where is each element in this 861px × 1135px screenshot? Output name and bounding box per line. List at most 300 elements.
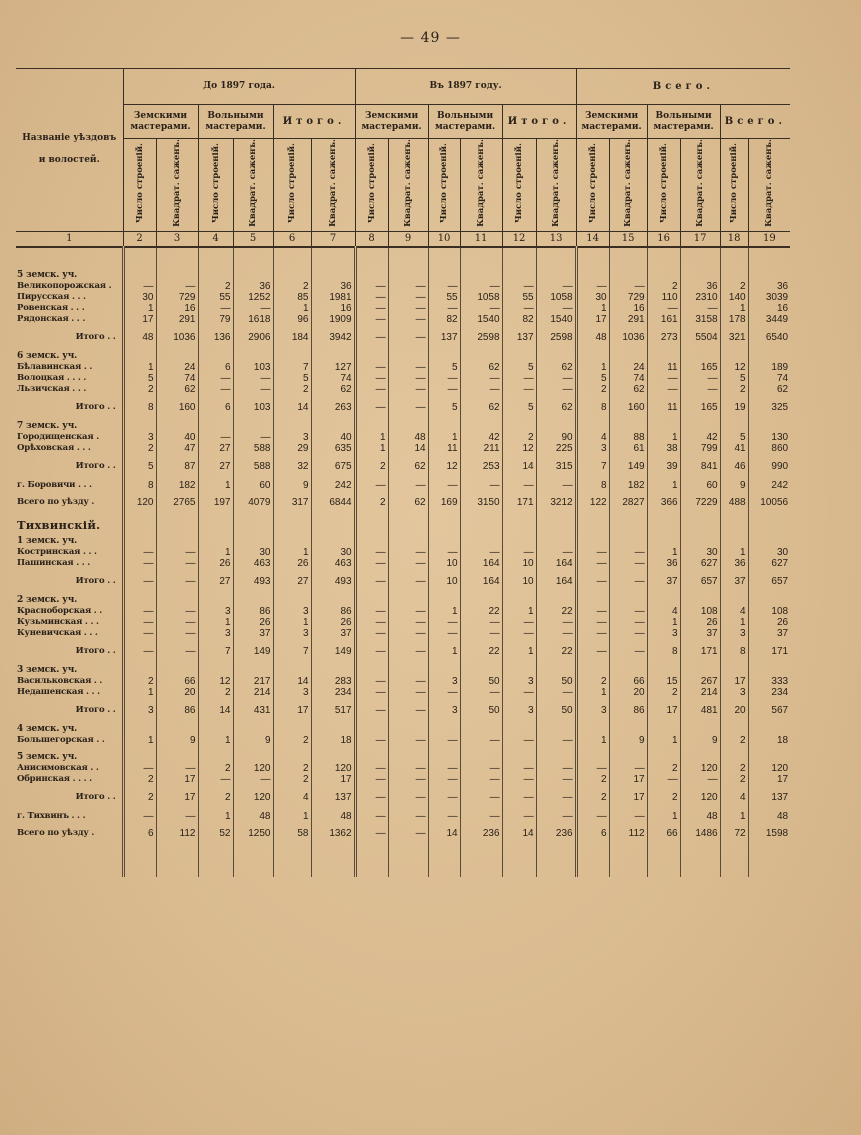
table-cell: 120: [680, 791, 720, 805]
table-row: [16, 373, 790, 384]
table-cell: 3: [123, 704, 156, 718]
table-cell: [156, 595, 198, 606]
table-row: [16, 314, 790, 325]
table-cell: —: [428, 384, 460, 395]
table-cell: 1: [576, 303, 609, 314]
table-cell: [156, 270, 198, 281]
table-cell: [460, 752, 502, 763]
row-label: Пашинская . . .: [17, 557, 91, 568]
table-cell: 90: [536, 432, 576, 443]
table-cell: 588: [233, 460, 273, 474]
table-cell: —: [233, 432, 273, 443]
table-cell: 108: [680, 606, 720, 617]
subtotal-row: [16, 575, 790, 589]
table-cell: 184: [273, 331, 311, 345]
table-cell: [311, 595, 355, 606]
table-row: [16, 828, 790, 839]
table-cell: —: [355, 384, 388, 395]
table-cell: 12: [720, 362, 748, 373]
table-cell: —: [156, 606, 198, 617]
table-cell: [233, 508, 273, 516]
table-cell: 860: [748, 443, 790, 454]
table-cell: —: [680, 384, 720, 395]
table-cell: —: [536, 735, 576, 746]
table-cell: 164: [536, 575, 576, 589]
table-cell: —: [233, 384, 273, 395]
count-subheader: Число строеній.: [198, 139, 233, 232]
table-cell: [123, 724, 156, 735]
table-cell: [355, 724, 388, 735]
table-cell: 3150: [460, 497, 502, 508]
table-cell: [536, 351, 576, 362]
table-cell: [609, 595, 647, 606]
table-cell: [680, 752, 720, 763]
table-cell: [536, 270, 576, 281]
row-label: 5 земск. уч.: [17, 269, 78, 280]
table-cell: 22: [460, 606, 502, 617]
table-cell: 291: [156, 314, 198, 325]
table-cell: 2: [720, 384, 748, 395]
table-cell: [156, 247, 198, 270]
count-subheader: Число строеній.: [647, 139, 680, 232]
table-cell: 675: [311, 460, 355, 474]
table-cell: 103: [233, 362, 273, 373]
row-label: Недашенская . . .: [17, 686, 100, 697]
table-cell: [273, 595, 311, 606]
row-label: Итого . .: [75, 705, 116, 716]
table-row: [16, 292, 790, 303]
table-cell: 169: [428, 497, 460, 508]
table-cell: 3: [576, 443, 609, 454]
table-cell: 236: [460, 828, 502, 839]
group-header: Итого.: [273, 105, 355, 139]
section-row: [16, 536, 790, 547]
table-cell: [576, 595, 609, 606]
table-cell: —: [198, 303, 233, 314]
table-cell: 1: [502, 606, 536, 617]
table-cell: 50: [536, 704, 576, 718]
table-cell: —: [388, 763, 428, 774]
table-row: [16, 547, 790, 558]
table-cell: 1036: [609, 331, 647, 345]
table-cell: 1058: [460, 292, 502, 303]
table-cell: 2906: [233, 331, 273, 345]
table-cell: [502, 421, 536, 432]
table-cell: 10: [502, 558, 536, 569]
table-cell: 60: [233, 480, 273, 491]
table-cell: 17: [720, 676, 748, 687]
table-cell: [609, 247, 647, 270]
table-cell: 3: [273, 606, 311, 617]
table-cell: 2: [647, 281, 680, 292]
table-cell: [233, 752, 273, 763]
table-cell: —: [156, 281, 198, 292]
table-cell: [123, 508, 156, 516]
table-cell: 1: [720, 547, 748, 558]
table-cell: 5: [720, 373, 748, 384]
table-cell: [388, 536, 428, 547]
table-cell: [156, 536, 198, 547]
table-cell: [460, 421, 502, 432]
table-cell: 217: [233, 676, 273, 687]
table-cell: 48: [388, 432, 428, 443]
table-cell: [609, 270, 647, 281]
table-cell: [198, 724, 233, 735]
table-cell: 9: [233, 735, 273, 746]
table-cell: —: [355, 774, 388, 785]
table-cell: —: [460, 384, 502, 395]
table-cell: [460, 839, 502, 877]
table-cell: 2: [355, 497, 388, 508]
table-cell: [428, 536, 460, 547]
table-cell: —: [388, 791, 428, 805]
table-cell: 2: [720, 763, 748, 774]
table-cell: —: [536, 617, 576, 628]
section-row: [16, 516, 790, 536]
group-header: Вольными мастерами.: [428, 105, 502, 139]
table-cell: 79: [198, 314, 233, 325]
subtotal-row: [16, 460, 790, 474]
table-cell: 140: [720, 292, 748, 303]
table-cell: —: [428, 628, 460, 639]
table-cell: 1: [198, 617, 233, 628]
table-cell: 2: [720, 281, 748, 292]
table-cell: [428, 752, 460, 763]
row-label: Итого . .: [75, 332, 116, 343]
table-cell: —: [502, 774, 536, 785]
table-cell: 171: [502, 497, 536, 508]
table-cell: [536, 421, 576, 432]
table-row: [16, 303, 790, 314]
table-cell: —: [123, 628, 156, 639]
table-cell: 3212: [536, 497, 576, 508]
row-label: 5 земск. уч.: [17, 751, 78, 762]
table-cell: [198, 516, 233, 536]
table-cell: 2: [198, 687, 233, 698]
table-cell: [576, 516, 609, 536]
table-cell: 8: [647, 645, 680, 659]
table-cell: 1362: [311, 828, 355, 839]
area-subheader: Квадрат. саженъ.: [156, 139, 198, 232]
table-row: [16, 628, 790, 639]
table-cell: [428, 516, 460, 536]
table-cell: 20: [609, 687, 647, 698]
table-cell: 86: [233, 606, 273, 617]
section-row: [16, 724, 790, 735]
table-cell: —: [502, 763, 536, 774]
table-row: [16, 811, 790, 822]
group-header: Земскими мастерами.: [355, 105, 428, 139]
table-cell: [198, 421, 233, 432]
table-cell: —: [355, 362, 388, 373]
table-cell: —: [460, 687, 502, 698]
table-cell: 321: [720, 331, 748, 345]
table-cell: —: [460, 303, 502, 314]
table-cell: [123, 351, 156, 362]
table-cell: —: [609, 645, 647, 659]
table-cell: [311, 665, 355, 676]
table-cell: —: [355, 281, 388, 292]
row-label: Ровенская . . .: [17, 302, 85, 313]
table-cell: —: [502, 735, 536, 746]
table-cell: [748, 508, 790, 516]
table-cell: —: [355, 547, 388, 558]
table-cell: —: [536, 480, 576, 491]
row-label: Большегорская . .: [17, 734, 105, 745]
table-cell: 27: [273, 575, 311, 589]
table-cell: [156, 421, 198, 432]
table-cell: —: [388, 558, 428, 569]
table-cell: —: [156, 645, 198, 659]
table-cell: —: [388, 331, 428, 345]
table-cell: 120: [748, 763, 790, 774]
table-cell: —: [388, 628, 428, 639]
column-number: 3: [156, 231, 198, 247]
table-cell: [647, 839, 680, 877]
row-label: Кузьминская . . .: [17, 616, 99, 627]
table-cell: 9: [609, 735, 647, 746]
table-cell: 2: [647, 687, 680, 698]
table-cell: 36: [311, 281, 355, 292]
column-number: 13: [536, 231, 576, 247]
table-cell: [502, 508, 536, 516]
table-cell: 1540: [536, 314, 576, 325]
table-cell: [311, 536, 355, 547]
table-row: [16, 774, 790, 785]
table-cell: 46: [720, 460, 748, 474]
table-cell: [502, 247, 536, 270]
table-cell: —: [123, 645, 156, 659]
table-cell: —: [502, 547, 536, 558]
table-cell: 3: [720, 687, 748, 698]
table-cell: 62: [609, 384, 647, 395]
table-cell: 62: [460, 401, 502, 415]
table-cell: —: [156, 575, 198, 589]
table-cell: [428, 351, 460, 362]
table-cell: —: [123, 547, 156, 558]
table-cell: [355, 665, 388, 676]
table-cell: 26: [273, 558, 311, 569]
table-cell: 14: [388, 443, 428, 454]
table-cell: 50: [460, 676, 502, 687]
table-cell: —: [156, 763, 198, 774]
table-cell: [156, 752, 198, 763]
table-cell: 1: [123, 303, 156, 314]
table-cell: [388, 247, 428, 270]
table-cell: 11: [647, 362, 680, 373]
table-cell: 86: [156, 704, 198, 718]
table-cell: —: [355, 303, 388, 314]
table-cell: 32: [273, 460, 311, 474]
table-cell: 1: [123, 362, 156, 373]
table-row: [16, 687, 790, 698]
table-cell: —: [355, 558, 388, 569]
table-cell: 214: [233, 687, 273, 698]
table-cell: 22: [536, 645, 576, 659]
table-row: [16, 606, 790, 617]
table-cell: 253: [460, 460, 502, 474]
table-cell: 2: [123, 774, 156, 785]
table-cell: [355, 270, 388, 281]
table-cell: —: [428, 687, 460, 698]
table-cell: 36: [647, 558, 680, 569]
table-cell: 14: [273, 676, 311, 687]
row-label: Итого . .: [75, 461, 116, 472]
group-header: Вольными мастерами.: [198, 105, 273, 139]
table-cell: [460, 247, 502, 270]
table-cell: [647, 516, 680, 536]
table-cell: [680, 351, 720, 362]
row-label: Анисимовская . .: [17, 762, 99, 773]
table-cell: 291: [609, 314, 647, 325]
table-cell: —: [536, 373, 576, 384]
table-cell: 2: [198, 763, 233, 774]
table-cell: 2: [123, 791, 156, 805]
table-cell: 42: [460, 432, 502, 443]
table-cell: [460, 270, 502, 281]
table-cell: 7: [198, 645, 233, 659]
column-number: 8: [355, 231, 388, 247]
table-cell: [388, 595, 428, 606]
table-cell: 1: [576, 687, 609, 698]
table-cell: [609, 839, 647, 877]
table-cell: —: [647, 303, 680, 314]
table-cell: 40: [311, 432, 355, 443]
table-cell: 96: [273, 314, 311, 325]
table-cell: 6540: [748, 331, 790, 345]
table-cell: —: [460, 373, 502, 384]
table-cell: 3: [198, 606, 233, 617]
table-cell: 627: [680, 558, 720, 569]
table-cell: —: [388, 292, 428, 303]
table-cell: 74: [156, 373, 198, 384]
table-cell: [502, 665, 536, 676]
table-cell: [460, 508, 502, 516]
table-cell: [233, 595, 273, 606]
column-number: 2: [123, 231, 156, 247]
table-cell: 2: [198, 791, 233, 805]
table-cell: 729: [156, 292, 198, 303]
table-cell: [647, 724, 680, 735]
table-cell: 1: [576, 362, 609, 373]
table-cell: —: [647, 384, 680, 395]
subtotal-row: [16, 401, 790, 415]
table-cell: [198, 839, 233, 877]
table-cell: 9: [156, 735, 198, 746]
table-cell: —: [123, 558, 156, 569]
table-row: [16, 480, 790, 491]
table-cell: 30: [680, 547, 720, 558]
table-cell: [460, 724, 502, 735]
table-cell: [123, 839, 156, 877]
table-cell: —: [388, 401, 428, 415]
table-cell: —: [680, 774, 720, 785]
table-cell: 38: [647, 443, 680, 454]
table-cell: 16: [609, 303, 647, 314]
table-cell: [536, 752, 576, 763]
table-cell: 72: [720, 828, 748, 839]
table-cell: [609, 665, 647, 676]
table-cell: 4: [720, 606, 748, 617]
table-cell: 3: [273, 432, 311, 443]
table-cell: 55: [198, 292, 233, 303]
table-cell: 8: [123, 401, 156, 415]
table-cell: 2310: [680, 292, 720, 303]
table-cell: [123, 421, 156, 432]
table-cell: 2: [576, 384, 609, 395]
table-cell: —: [355, 628, 388, 639]
table-cell: [156, 724, 198, 735]
district-header: Названіе уѣздовъ и волостей.: [16, 69, 123, 232]
table-cell: [388, 508, 428, 516]
table-cell: [233, 270, 273, 281]
table-cell: 17: [156, 791, 198, 805]
table-cell: [233, 536, 273, 547]
table-cell: 5: [576, 373, 609, 384]
table-cell: [647, 595, 680, 606]
table-cell: —: [388, 676, 428, 687]
table-cell: —: [502, 281, 536, 292]
table-cell: 333: [748, 676, 790, 687]
table-cell: —: [355, 811, 388, 822]
table-cell: 17: [273, 704, 311, 718]
table-cell: 273: [647, 331, 680, 345]
table-row: [16, 281, 790, 292]
table-cell: 2827: [609, 497, 647, 508]
table-cell: 37: [720, 575, 748, 589]
table-cell: 55: [502, 292, 536, 303]
table-cell: 5: [428, 401, 460, 415]
table-cell: 10: [502, 575, 536, 589]
table-cell: —: [355, 791, 388, 805]
table-cell: [355, 421, 388, 432]
table-cell: 24: [156, 362, 198, 373]
row-label: 4 земск. уч.: [17, 723, 78, 734]
table-cell: 160: [609, 401, 647, 415]
table-cell: —: [355, 314, 388, 325]
table-cell: 3: [273, 687, 311, 698]
table-cell: 18: [748, 735, 790, 746]
table-cell: 1: [355, 443, 388, 454]
row-label: [16, 247, 123, 270]
table-cell: —: [156, 547, 198, 558]
table-cell: —: [388, 303, 428, 314]
table-cell: [748, 724, 790, 735]
table-cell: [198, 351, 233, 362]
table-cell: [576, 839, 609, 877]
table-cell: 74: [748, 373, 790, 384]
table-cell: 62: [311, 384, 355, 395]
table-cell: 52: [198, 828, 233, 839]
table-cell: —: [576, 811, 609, 822]
count-subheader: Число строеній.: [273, 139, 311, 232]
row-label: 1 земск. уч.: [17, 535, 78, 546]
table-cell: [502, 536, 536, 547]
table-cell: 36: [720, 558, 748, 569]
table-cell: 16: [156, 303, 198, 314]
table-cell: [156, 839, 198, 877]
table-cell: [576, 421, 609, 432]
table-cell: 1: [273, 303, 311, 314]
table-cell: —: [536, 384, 576, 395]
table-cell: —: [355, 331, 388, 345]
table-cell: [388, 839, 428, 877]
table-cell: 1540: [460, 314, 502, 325]
group-header: Всего.: [720, 105, 790, 139]
table-cell: 12: [428, 460, 460, 474]
table-cell: [123, 247, 156, 270]
row-label: Костринская . . .: [17, 546, 97, 557]
